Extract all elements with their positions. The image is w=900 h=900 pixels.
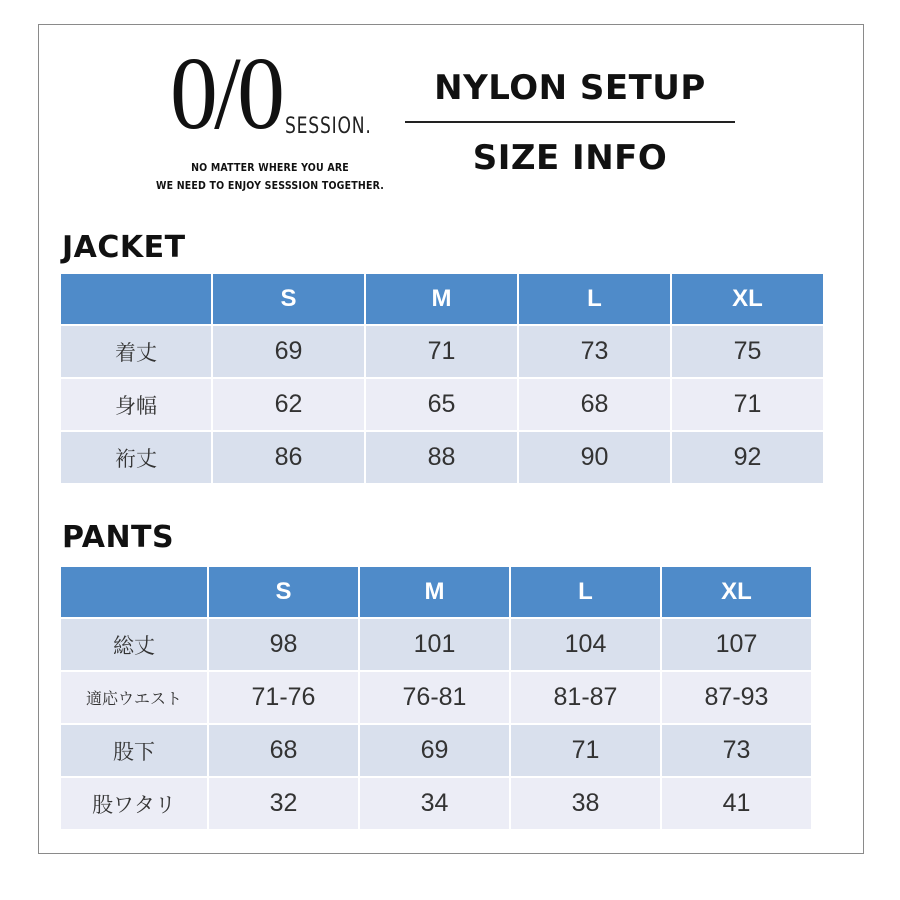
table-row — [61, 778, 811, 829]
page-title: NYLON SETUP — [434, 68, 706, 108]
pants-size-table — [59, 565, 813, 831]
row-label: 適応ウエスト — [61, 672, 207, 723]
table-cell: 69 — [213, 326, 364, 377]
table-header-row — [61, 274, 823, 324]
size-header: M — [360, 567, 509, 617]
brand-logo — [155, 36, 385, 197]
table-row — [61, 619, 811, 670]
table-cell: 73 — [519, 326, 670, 377]
table-header-row — [61, 567, 811, 617]
size-header: XL — [662, 567, 811, 617]
table-row — [61, 672, 811, 723]
table-cell: 71 — [672, 379, 823, 430]
row-label: 股ワタリ — [61, 778, 207, 829]
table-cell: 32 — [209, 778, 358, 829]
table-cell: 90 — [519, 432, 670, 483]
table-cell: 76-81 — [360, 672, 509, 723]
title-divider — [405, 121, 735, 123]
size-header: M — [366, 274, 517, 324]
table-cell: 71 — [366, 326, 517, 377]
table-cell: 71 — [511, 725, 660, 776]
size-header: XL — [672, 274, 823, 324]
table-cell: 92 — [672, 432, 823, 483]
jacket-heading: JACKET — [62, 230, 186, 265]
row-label: 身幅 — [61, 379, 211, 430]
logo-tagline-2: WE NEED TO ENJOY SESSSION TOGETHER. — [155, 180, 385, 192]
table-cell: 41 — [662, 778, 811, 829]
logo-wordmark: SESSION. — [285, 114, 372, 139]
table-cell: 68 — [209, 725, 358, 776]
table-cell: 75 — [672, 326, 823, 377]
jacket-size-table — [59, 272, 825, 485]
table-cell: 81-87 — [511, 672, 660, 723]
page-subtitle: SIZE INFO — [472, 138, 668, 178]
row-label: 裄丈 — [61, 432, 211, 483]
table-cell: 88 — [366, 432, 517, 483]
header-empty-cell — [61, 567, 207, 617]
table-cell: 65 — [366, 379, 517, 430]
table-cell: 104 — [511, 619, 660, 670]
table-row — [61, 432, 823, 483]
table-cell: 87-93 — [662, 672, 811, 723]
table-cell: 68 — [519, 379, 670, 430]
table-row — [61, 326, 823, 377]
table-cell: 101 — [360, 619, 509, 670]
logo-mark: 0/0 — [170, 36, 282, 151]
row-label: 股下 — [61, 725, 207, 776]
table-cell: 62 — [213, 379, 364, 430]
size-header: L — [511, 567, 660, 617]
logo-tagline-1: NO MATTER WHERE YOU ARE — [191, 162, 349, 174]
table-cell: 69 — [360, 725, 509, 776]
table-cell: 34 — [360, 778, 509, 829]
table-row — [61, 725, 811, 776]
table-cell: 107 — [662, 619, 811, 670]
size-header: L — [519, 274, 670, 324]
size-header: S — [209, 567, 358, 617]
table-cell: 98 — [209, 619, 358, 670]
size-header: S — [213, 274, 364, 324]
table-cell: 73 — [662, 725, 811, 776]
table-cell: 71-76 — [209, 672, 358, 723]
row-label: 着丈 — [61, 326, 211, 377]
table-row — [61, 379, 823, 430]
pants-heading: PANTS — [62, 520, 175, 555]
table-cell: 86 — [213, 432, 364, 483]
row-label: 総丈 — [61, 619, 207, 670]
table-cell: 38 — [511, 778, 660, 829]
header-empty-cell — [61, 274, 211, 324]
